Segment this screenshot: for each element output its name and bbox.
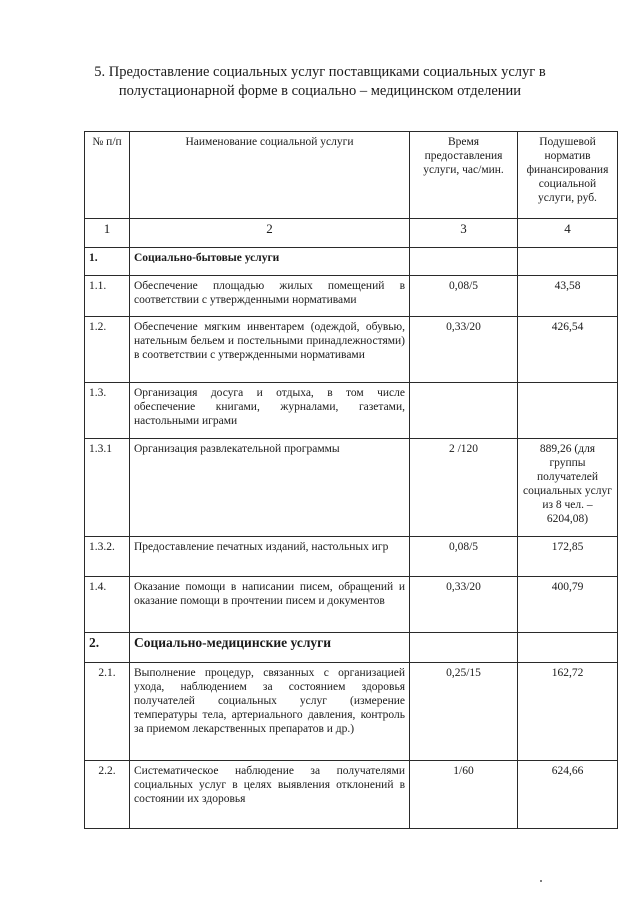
column-number: 2 (130, 219, 410, 248)
row-num: 1.1. (85, 276, 130, 317)
header-name: Наименование социальной услуги (130, 132, 410, 219)
row-name: Предоставление печатных изданий, настольных игр (130, 537, 410, 577)
row-norm: 889,26 (для группы получателей социальных услуг из 8 чел. – 6204,08) (518, 439, 618, 537)
row-time (410, 633, 518, 663)
page-title: 5. Предоставление социальных услуг поставщиками социальных услуг в полустационарной форме в социально – медицинском отделении (94, 64, 546, 99)
table-row (85, 383, 618, 439)
row-time: 0,25/15 (410, 663, 518, 761)
row-norm: 172,85 (518, 537, 618, 577)
table-row (85, 439, 618, 537)
row-num: 1.2. (85, 317, 130, 383)
table-row (85, 633, 618, 663)
row-num: 2.2. (85, 761, 130, 829)
row-time: 0,08/5 (410, 276, 518, 317)
table-row (85, 317, 618, 383)
column-number: 1 (85, 219, 130, 248)
table-row (85, 761, 618, 829)
row-num: 1. (85, 248, 130, 276)
row-num: 1.3. (85, 383, 130, 439)
row-norm: 400,79 (518, 577, 618, 633)
table-row (85, 537, 618, 577)
row-name: Обеспечение площадью жилых помещений в соответствии с утвержденными нормативами (130, 276, 410, 317)
row-norm: 426,54 (518, 317, 618, 383)
row-name: Организация досуга и отдыха, в том числе обеспечение книгами, журналами, газетами, настольными играми (130, 383, 410, 439)
column-number: 4 (518, 219, 618, 248)
table-row (85, 248, 618, 276)
header-time: Время предоставления услуги, час/мин. (410, 132, 518, 219)
row-norm: 43,58 (518, 276, 618, 317)
table-row (85, 663, 618, 761)
row-name: Выполнение процедур, связанных с организацией ухода, наблюдением за состоянием здоровья получателей социальных услуг (измерение температуры тела, артериального давления, контроль за приемом лекарственных препаратов и др.) (130, 663, 410, 761)
row-time: 0,33/20 (410, 577, 518, 633)
services-table (84, 131, 618, 829)
row-name: Оказание помощи в написании писем, обращений и оказание помощи в прочтении писем и документов (130, 577, 410, 633)
row-name: Организация развлекательной программы (130, 439, 410, 537)
row-num: 1.3.2. (85, 537, 130, 577)
row-norm (518, 383, 618, 439)
row-time (410, 248, 518, 276)
row-norm: 162,72 (518, 663, 618, 761)
row-num: 2. (85, 633, 130, 663)
row-time: 0,08/5 (410, 537, 518, 577)
row-name: Систематическое наблюдение за получателями социальных услуг в целях выявления отклонений в состоянии их здоровья (130, 761, 410, 829)
row-time: 1/60 (410, 761, 518, 829)
table-row (85, 276, 618, 317)
row-name: Обеспечение мягким инвентарем (одеждой, обувью, нательным бельем и постельными принадлежностями) в соответствии с утвержденными нормативами (130, 317, 410, 383)
row-time (410, 383, 518, 439)
table-row (85, 577, 618, 633)
row-norm: 624,66 (518, 761, 618, 829)
row-num: 1.3.1 (85, 439, 130, 537)
table-header-row (85, 132, 618, 219)
row-norm (518, 248, 618, 276)
row-name: Социально-бытовые услуги (130, 248, 410, 276)
row-num: 2.1. (85, 663, 130, 761)
header-norm: Подушевой норматив финансирования социальной услуги, руб. (518, 132, 618, 219)
row-time: 0,33/20 (410, 317, 518, 383)
row-norm (518, 633, 618, 663)
column-number: 3 (410, 219, 518, 248)
row-name: Социально-медицинские услуги (130, 633, 410, 663)
row-time: 2 /120 (410, 439, 518, 537)
row-num: 1.4. (85, 577, 130, 633)
scan-speck (540, 880, 542, 882)
column-number-row (85, 219, 618, 248)
header-num: № п/п (85, 132, 130, 219)
